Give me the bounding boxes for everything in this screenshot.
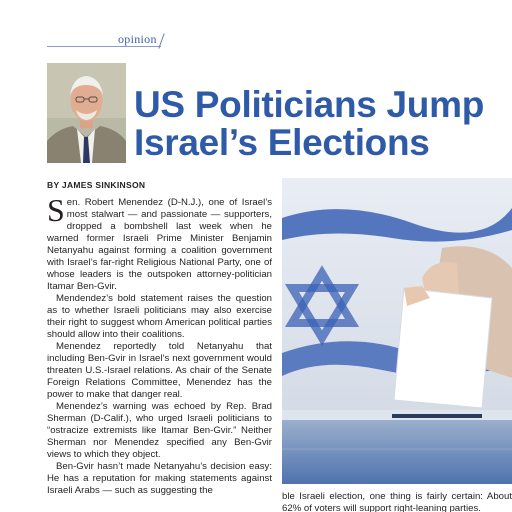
article-headline	[134, 86, 512, 162]
section-label-text: opinion	[118, 32, 157, 46]
article-paragraph: ble Israeli election, one thing is fairly certain: About 62% of voters will support right-leaning parties.	[282, 491, 512, 512]
section-rule	[47, 46, 161, 47]
article-paragraph: Mendendez’s bold statement raises the question as to whether Israeli politicians may also exercise their right to suggest whom American political parties should allow into their coalitions.	[47, 293, 272, 340]
headline-line-1: US Politicians Jump	[134, 84, 484, 125]
headline-line-2: Israel’s Elections	[134, 122, 430, 163]
drop-cap: S	[47, 197, 65, 228]
article-paragraph: Menendez reportedly told Netanyahu that including Ben-Gvir in Israel’s next government would threaten U.S.-Israel relations. As chair of the Senate Foreign Relations Committee, Menendez has the power to make that danger real.	[47, 341, 272, 400]
section-slash	[158, 33, 164, 48]
article-paragraph: Menendez’s warning was echoed by Rep. Brad Sherman (D-Calif.), who urged Israeli politicians to “ostracize extremists like Itamar Ben-Gvir.” Neither Sherman nor Menendez specified any Ben-Gvir views to which they object.	[47, 401, 272, 460]
article-body-column-2	[282, 491, 512, 512]
byline: BY JAMES SINKINSON	[47, 180, 146, 190]
ballot-box-photo	[282, 178, 512, 484]
author-photo	[47, 63, 126, 163]
article-body-column-1	[47, 197, 272, 512]
article-paragraph: Ben-Gvir hasn’t made Netanyahu’s decision easy: He has a reputation for making statements against Israeli Arabs — such as suggesting the	[47, 461, 272, 496]
article-paragraph: Sen. Robert Menendez (D-N.J.), one of Israel’s most stalwart — and passionate — supporters, dropped a bombshell last week when he warned former Israeli Prime Minister Benjamin Netanyahu against forming a coalition government with Israel’s far-right Religious National Party, one of whose leaders is the outspoken attorney-politician Itamar Ben-Gvir.	[47, 197, 272, 292]
